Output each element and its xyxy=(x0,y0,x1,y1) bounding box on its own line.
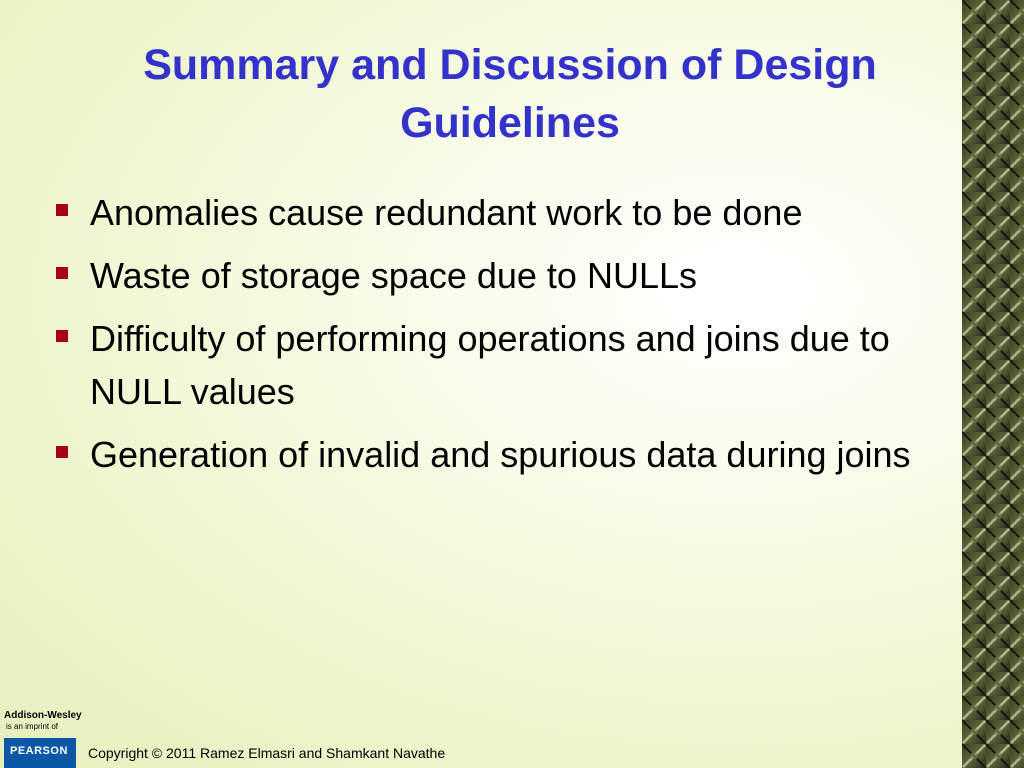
decorative-building-strip xyxy=(962,0,1024,768)
bullet-item xyxy=(52,249,972,302)
bullet-item xyxy=(52,428,972,481)
lattice-facade-icon xyxy=(962,0,1024,768)
slide-title: Summary and Discussion of Design Guidelines xyxy=(143,41,877,147)
bullet-list xyxy=(52,186,972,491)
square-bullet-icon xyxy=(56,267,68,279)
pearson-logo xyxy=(4,738,76,768)
bullet-item xyxy=(52,186,972,239)
square-bullet-icon xyxy=(56,330,68,342)
publisher-name: Addison-Wesley xyxy=(4,710,82,721)
bullet-item xyxy=(52,312,972,418)
bullet-text: Waste of storage space due to NULLs xyxy=(90,255,697,296)
square-bullet-icon xyxy=(56,446,68,458)
pearson-brand: PEARSON xyxy=(10,745,68,757)
bullet-text: Difficulty of performing operations and joins due to NULL values xyxy=(90,318,890,412)
square-bullet-icon xyxy=(56,204,68,216)
bullet-text: Anomalies cause redundant work to be done xyxy=(90,192,803,233)
bullet-text: Generation of invalid and spurious data during joins xyxy=(90,434,911,475)
copyright-footer: Copyright © 2011 Ramez Elmasri and Shamkant Navathe xyxy=(88,745,446,761)
publisher-imprint: is an imprint of xyxy=(6,722,59,731)
publisher-logo xyxy=(4,710,82,768)
